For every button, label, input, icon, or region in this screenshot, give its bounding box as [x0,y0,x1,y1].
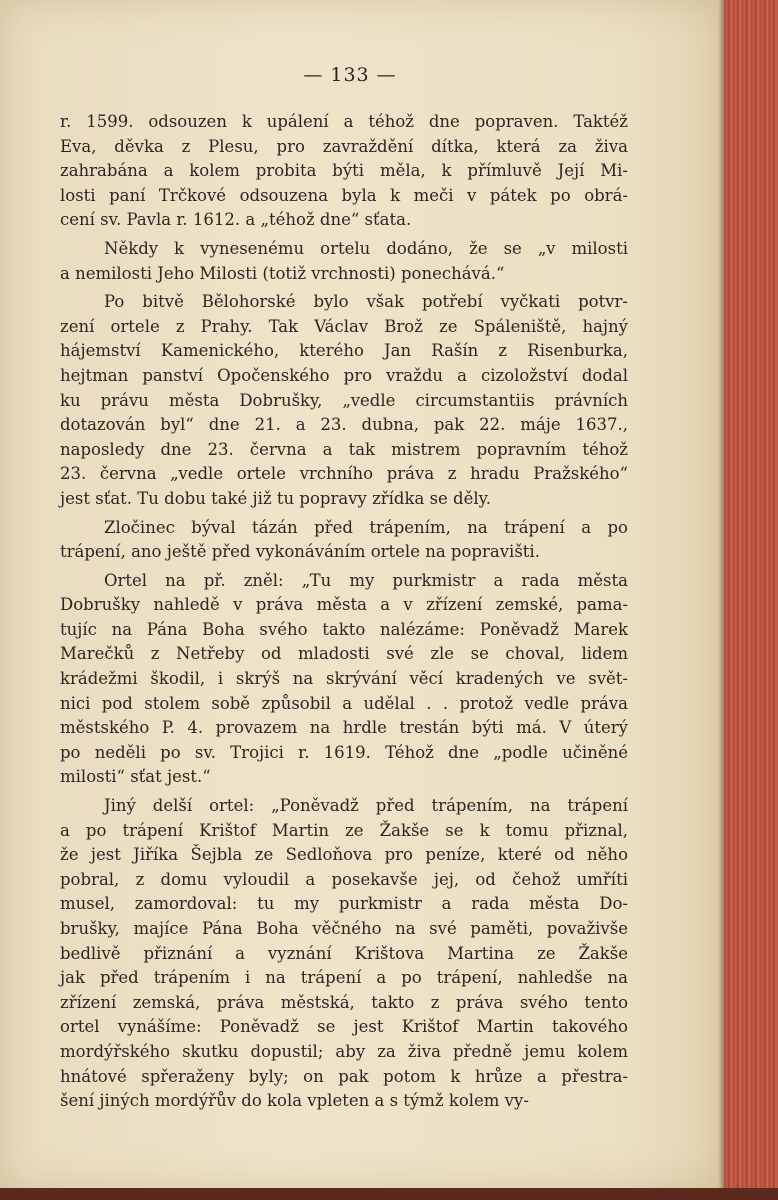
paragraph [60,516,628,565]
text-line: cení sv. Pavla r. 1612. a „téhož dne“ sťata. [60,210,412,230]
book-bottom-edge [0,1188,778,1200]
text-line: ku právu města Dobrušky, „vedle circumstantiis právních [60,390,628,410]
text-line: jest sťat. Tu dobu také již tu popravy zřídka se děly. [60,488,492,508]
text-line: musel, zamordoval: tu my purkmistr a rada města Do- [60,894,628,914]
text-line: r. 1599. odsouzen k upálení a téhož dne popraven. Taktéž [60,112,628,131]
text-line: po neděli po sv. Trojici r. 1619. Téhož dne „podle učiněné [60,742,628,762]
text-line: 23. června „vedle ortele vrchního práva z hradu Pražského“ [60,464,628,484]
text-line: krádežmi škodil, i skrýš na skrývání věcí kradených ve svět- [60,669,628,689]
paragraph [60,290,628,511]
text-line: tujíc na Pána Boha svého takto nalézáme: Poněvadž Marek [60,619,628,639]
text-line: hájemství Kamenického, kterého Jan Rašín z Risenburka, [60,341,628,361]
text-line: a nemilosti Jeho Milosti (totiž vrchnosti) ponechává.“ [60,263,505,283]
text-line: že jest Jiříka Šejbla ze Sedloňova pro peníze, které od něho [60,845,628,865]
text-line: hejtman panství Opočenského pro vraždu a cizoložství dodal [60,365,628,385]
text-line: Ortel na př. zněl: „Tu my purkmistr a rada města [104,570,628,590]
text-line: losti paní Trčkové odsouzena byla k meči v pátek po obrá- [60,185,628,205]
text-line: Eva, děvka z Plesu, pro zavraždění dítka, která za živa [60,136,628,156]
text-line: Jiný delší ortel: „Poněvadž před trápením, na trápení [104,796,628,816]
text-line: dotazován byl“ dne 21. a 23. dubna, pak 22. máje 1637., [60,415,628,435]
book-spine [724,0,778,1200]
text-line: zřízení zemská, práva městská, takto z práva svého tento [60,992,628,1012]
paragraph [60,569,628,790]
text-line: Zločinec býval tázán před trápením, na trápení a po [104,517,628,537]
text-line: městského P. 4. provazem na hrdle trestán býti má. V úterý [60,718,628,738]
text-line: mordýřského skutku dopustil; aby za živa předně jemu kolem [60,1041,628,1061]
text-line: nici pod stolem sobě způsobil a udělal . . protož vedle práva [60,693,628,713]
body-text [60,110,628,1118]
text-line: naposledy dne 23. června a tak mistrem popravním téhož [60,439,628,459]
text-line: a po trápení Krištof Martin ze Žakše se k tomu přiznal, [60,820,628,840]
text-line: Dobrušky nahledě v práva města a v zřízení zemské, pama- [60,595,628,615]
text-line: trápení, ano ještě před vykonáváním ortele na popravišti. [60,542,540,562]
text-line: ortel vynášíme: Poněvadž se jest Krištof Martin takového [60,1017,628,1037]
text-line: hnátové spřeraženy byly; on pak potom k hrůze a přestra- [60,1066,628,1086]
paragraph [60,237,628,286]
text-line: milosti“ sťat jest.“ [60,767,211,787]
paragraph [60,110,628,233]
page-number: — 133 — [303,64,397,86]
text-line: jak před trápením i na trápení a po trápení, nahledše na [60,968,628,988]
text-line: pobral, z domu vyloudil a posekavše jej, od čehož umříti [60,869,628,889]
text-line: zení ortele z Prahy. Tak Václav Brož ze Spáleniště, hajný [60,316,628,336]
text-line: Marečků z Netřeby od mladosti své zle se choval, lidem [60,644,628,664]
text-line: šení jiných mordýřův do kola vpleten a s týmž kolem vy- [60,1091,529,1111]
text-line: brušky, majíce Pána Boha věčného na své paměti, považivše [60,919,628,938]
text-line: Někdy k vynesenému ortelu dodáno, že se „v milosti [104,238,628,258]
paragraph [60,794,628,1114]
text-line: zahrabána a kolem probita býti měla, k přímluvě Její Mi- [60,161,628,181]
text-line: bedlivě přiznání a vyznání Krištova Martina ze Žakše [60,943,628,963]
text-line: Po bitvě Bělohorské bylo však potřebí vyčkati potvr- [104,292,628,312]
